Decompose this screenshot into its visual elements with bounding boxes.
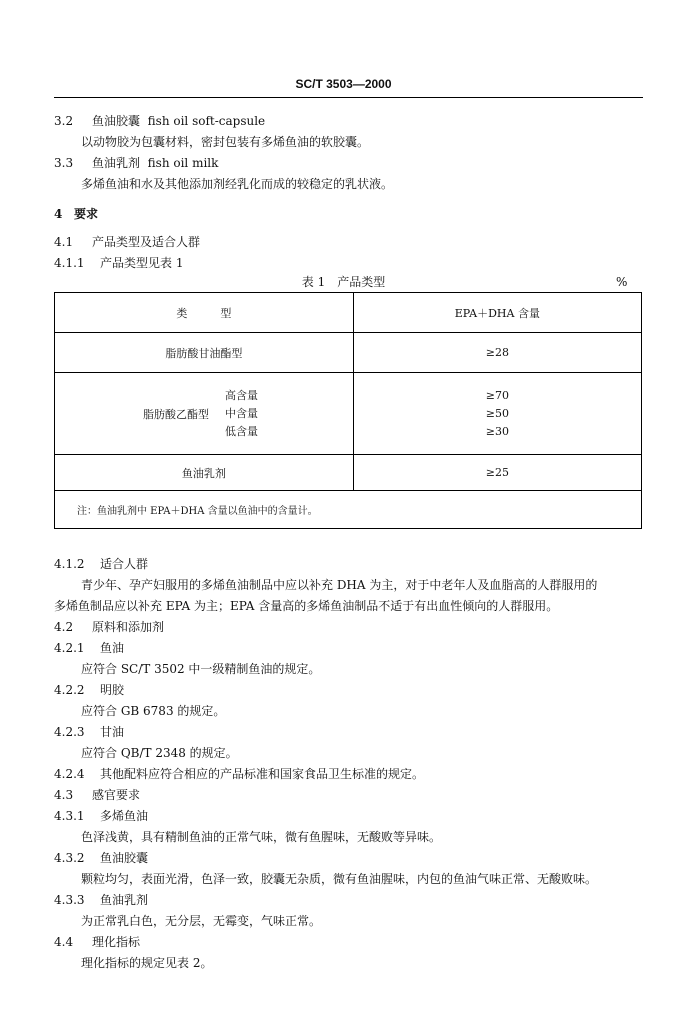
section-4-4: 4.4 理化指标 — [54, 935, 141, 949]
section-4-2-2-text: 应符合 GB 6783 的规定。 — [81, 704, 226, 718]
section-4: 4 要求 — [54, 207, 99, 221]
section-4-3-2: 4.3.2 鱼油胶囊 — [54, 851, 149, 865]
section-3-2-text: 以动物胶为包囊材料，密封包装有多烯鱼油的软胶囊。 — [81, 135, 370, 149]
section-4-1: 4.1 产品类型及适合人群 — [54, 235, 201, 249]
document-code: SC/T 3503—2000 — [295, 77, 392, 91]
sub-type: 低含量 — [225, 424, 258, 438]
section-3-3-text: 多烯鱼油和水及其他添加剂经乳化而成的较稳定的乳状液。 — [81, 177, 394, 191]
section-4-4-text: 理化指标的规定见表 2。 — [81, 956, 213, 970]
row-type: 鱼油乳剂 — [55, 455, 354, 491]
section-4-3-1: 4.3.1 多烯鱼油 — [54, 809, 149, 823]
section-4-2-4: 4.2.4 其他配料应符合相应的产品标准和国家食品卫生标准的规定。 — [54, 767, 425, 781]
row-value: ≥25 — [353, 455, 641, 491]
row-value: ≥28 — [353, 333, 641, 373]
product-type-table — [54, 292, 642, 529]
sub-type-list — [225, 387, 258, 441]
sub-type: 高含量 — [225, 388, 258, 402]
row-value: ≥30 — [485, 424, 509, 438]
header-content: EPA＋DHA 含量 — [353, 293, 641, 333]
section-4-2-1-text: 应符合 SC/T 3502 中一级精制鱼油的规定。 — [81, 662, 321, 676]
table-note: 注：鱼油乳剂中 EPA＋DHA 含量以鱼油中的含量计。 — [55, 491, 642, 529]
section-4-3-1-text: 色泽浅黄，具有精制鱼油的正常气味，微有鱼腥味，无酸败等异味。 — [81, 830, 442, 844]
section-4-3: 4.3 感官要求 — [54, 788, 141, 802]
section-4-3-2-text: 颗粒均匀，表面光滑，色泽一致，胶囊无杂质，微有鱼油腥味，内包的鱼油气味正常、无酸败味。 — [81, 872, 598, 886]
row-value: ≥50 — [485, 406, 509, 420]
section-4-2-3: 4.2.3 甘油 — [54, 725, 125, 739]
section-4-1-2-p2: 多烯鱼制品应以补充 EPA 为主；EPA 含量高的多烯鱼油制品不适于有出血性倾向的人群服用。 — [54, 599, 559, 613]
table-row — [55, 333, 642, 373]
row-value: ≥70 — [485, 388, 509, 402]
section-4-2-3-text: 应符合 QB/T 2348 的规定。 — [81, 746, 238, 760]
header-rule — [54, 97, 643, 98]
table-unit: % — [616, 275, 628, 289]
section-4-2-1: 4.2.1 鱼油 — [54, 641, 125, 655]
section-3-3: 3.3 鱼油乳剂 fish oil milk — [54, 156, 219, 170]
section-4-1-2: 4.1.2 适合人群 — [54, 557, 149, 571]
section-4-2-2: 4.2.2 明胶 — [54, 683, 125, 697]
row-value-group — [353, 373, 641, 455]
section-4-3-3-text: 为正常乳白色，无分层，无霉变，气味正常。 — [81, 914, 322, 928]
section-4-3-3: 4.3.3 鱼油乳剂 — [54, 893, 149, 907]
table-header-row — [55, 293, 642, 333]
section-3-2: 3.2 鱼油胶囊 fish oil soft-capsule — [54, 114, 266, 128]
section-4-1-2-p1: 青少年、孕产妇服用的多烯鱼油制品中应以补充 DHA 为主，对于中老年人及血脂高的人群服用的 — [81, 578, 598, 592]
table-note-row — [55, 491, 642, 529]
table-row — [55, 373, 642, 455]
table-caption: 表 1 产品类型 — [301, 275, 386, 289]
section-4-2: 4.2 原料和添加剂 — [54, 620, 165, 634]
row-type: 脂肪酸甘油酯型 — [55, 333, 354, 373]
sub-type: 中含量 — [225, 406, 258, 420]
table-row — [55, 455, 642, 491]
header-type: 类 型 — [55, 293, 354, 333]
row-type: 脂肪酸乙酯型 — [143, 407, 209, 421]
row-type-group — [55, 373, 354, 455]
section-4-1-1: 4.1.1 产品类型见表 1 — [54, 256, 184, 270]
